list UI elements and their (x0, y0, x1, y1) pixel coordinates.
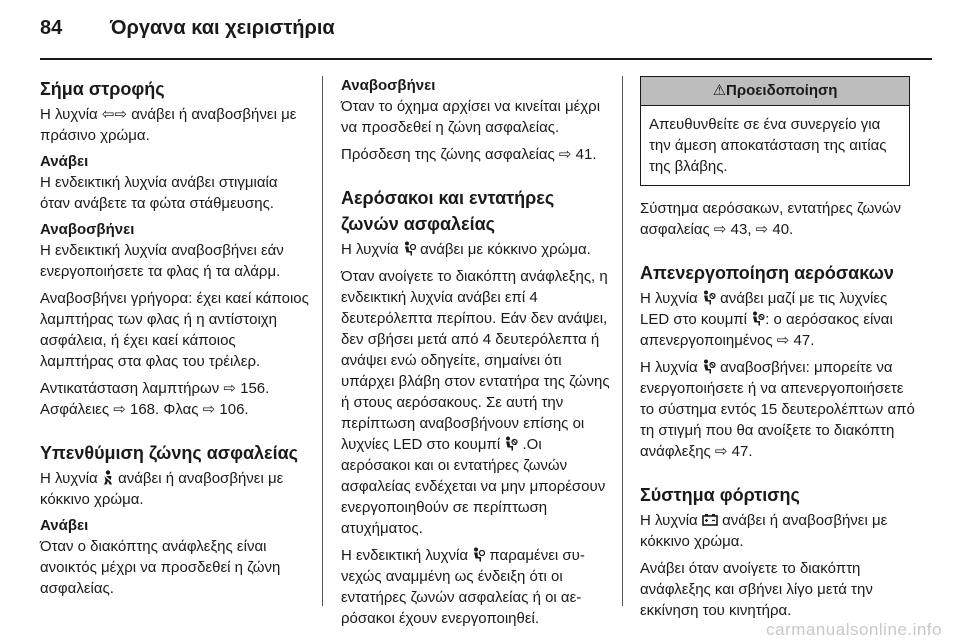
subheading-on: Ανάβει (40, 517, 89, 534)
paragraph: Όταν ανοίγετε το διακόπτη ανάφλεξης, η ενδεικτική λυχνία ανάβει επί 4 δευτερόλεπτα περίπου. Εάν δεν ανάψει, δεν σβήσει μετά από 4 δευτερόλεπτα ή ανάψει ενώ οδηγείτε, σημαίνει ότι υπάρχει βλάβη στον εντατήρα της ζώνης ή στους αερόσακους. Σε αυτή την περίπτωση αναβοσβήνουν επίσης οι λυχνίες LED στο κουμπί .Οι αερόσακοι και οι εντατήρες ζωνών ασφαλείας ενδέχεται να μην μπορέσουν ενεργοποιηθούν σε περίπτωση ατυχήματος. (341, 268, 610, 537)
paragraph-refs: Αντικατάσταση λαμπτήρων ⇨ 156. Ασφάλειες ⇨ 168. Φλας ⇨ 106. (40, 380, 270, 418)
section-heading-turn-signal: Σήμα στροφής (40, 79, 165, 99)
section-heading-airbag-deactivation: Απενεργοποίηση αερόσακων (640, 263, 894, 283)
warning-header (641, 77, 909, 106)
paragraph-ref: Πρόσδεση της ζώνης ασφαλείας ⇨ 41. (341, 146, 597, 163)
paragraph: Η ενδεικτική λυχνία αναβοσβήνει εάν ενεργοποιήσετε τα φλας ή τα αλάρμ. (40, 242, 284, 280)
column-3 (640, 76, 920, 627)
airbag-off-icon (504, 436, 518, 451)
paragraph: Η λυχνία ανάβει ή αναβοσβήνει με κόκκινο χρώμα. (40, 470, 284, 508)
subheading-blink: Αναβοσβήνει (40, 221, 135, 238)
paragraph: Η λυχνία αναβοσβήνει: μπορείτε να ενεργοποιήσετε ή να απενεργοποιήσετε το σύστημα εντός 15 δευτερολέπτων από τη στιγμή που θα ανοίξετε το διακόπτη ανάφλεξης ⇨ 47. (640, 359, 915, 460)
seatbelt-reminder-icon (102, 470, 114, 485)
airbag-off-icon (702, 290, 716, 305)
subheading-on: Ανάβει (40, 153, 89, 170)
paragraph: Όταν το όχημα αρχίσει να κινείται μέχρι να προσδεθεί η ζώνη ασφαλείας. (341, 98, 601, 136)
airbag-icon (472, 547, 485, 562)
page-header (40, 8, 335, 48)
watermark: carmanualsonline.info (766, 620, 942, 639)
paragraph: Η ενδεικτική λυχνία παραμένει συνεχώς αναμμένη ως ένδειξη ότι οι εντατήρες ζωνών ασφαλείας ή οι αερόσακοι έχουν ενεργοποιηθεί. (341, 547, 585, 627)
paragraph: Η ενδεικτική λυχνία ανάβει στιγμιαία όταν ανάβετε τα φώτα στάθμευσης. (40, 174, 278, 212)
column-1 (40, 76, 310, 605)
page-number: 84 (40, 16, 63, 39)
warning-icon: ⚠ (712, 82, 727, 99)
airbag-off-icon (751, 311, 765, 326)
airbag-off-icon (702, 359, 716, 374)
section-heading-seatbelt-reminder: Υπενθύμιση ζώνης ασφαλείας (40, 443, 299, 463)
subheading-blink: Αναβοσβήνει (341, 77, 436, 94)
paragraph: Η λυχνία ⇦⇨ ανάβει ή αναβοσβήνει με πράσινο χρώμα. (40, 106, 297, 144)
header-rule (40, 58, 932, 60)
paragraph: Όταν ο διακόπτης ανάφλεξης είναι ανοικτός μέχρι να προσδεθεί η ζώνη ασφαλείας. (40, 538, 281, 597)
warning-box (640, 76, 910, 186)
paragraph: Αναβοσβήνει γρήγορα: έχει καεί κάποιος λαμπτήρας των φλας ή η αντίστοιχη ασφάλεια, ή έχει καεί κάποιος λαμπτήρας στα φλας του τρέιλερ. (40, 290, 309, 370)
paragraph: Η λυχνία ανάβει ή αναβοσβήνει με κόκκινο χρώμα. (640, 512, 888, 550)
warning-text: Απευθυνθείτε σε ένα συνεργείο για την άμεση αποκατάσταση της αιτίας της βλάβης. (649, 116, 887, 175)
warning-title: Προειδοποίηση (726, 82, 838, 99)
section-heading-charging-system: Σύστημα φόρτισης (640, 485, 800, 505)
paragraph: Η λυχνία ανάβει μαζί με τις λυχνίες LED στο κουμπί : ο αερόσακος είναι απενεργοποιημένος ⇨ 47. (640, 290, 893, 349)
battery-icon (702, 513, 718, 526)
paragraph: Η λυχνία ανάβει με κόκκινο χρώμα. (341, 241, 591, 258)
section-heading-airbags: Αερόσακοι και εντατήρες ζωνών ασφαλείας (341, 188, 555, 234)
column-divider (622, 76, 623, 606)
paragraph: Ανάβει όταν ανοίγετε το διακόπτη ανάφλεξης και σβήνει λίγο μετά την εκκίνηση του κινητήρα. (640, 560, 873, 619)
airbag-icon (403, 241, 416, 256)
page-title: Όργανα και χειριστήρια (110, 16, 335, 39)
column-divider (322, 76, 323, 606)
column-2 (341, 76, 613, 635)
paragraph-refs: Σύστημα αερόσακων, εντατήρες ζωνών ασφαλείας ⇨ 43, ⇨ 40. (640, 200, 901, 238)
